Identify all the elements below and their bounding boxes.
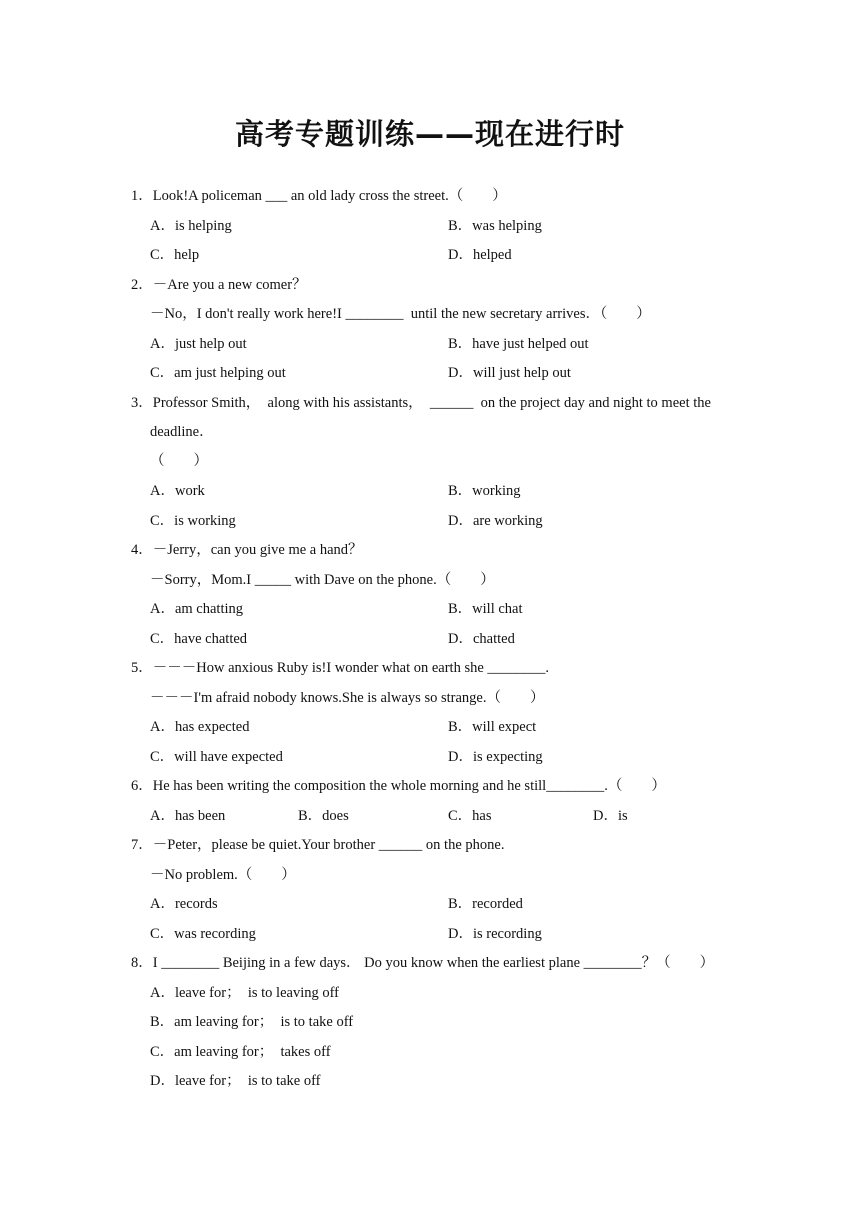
question-5-option-c: C．will have expected (150, 749, 283, 765)
question-3-option-a: A．work (150, 483, 205, 499)
question-5-stem: 5．－－－How anxious Ruby is!I wonder what on earth she ________. (131, 660, 550, 676)
question-4-option-a: A．am chatting (150, 601, 244, 617)
question-2-option-d: D．will just help out (448, 365, 571, 381)
question-5-option-d: D．is expecting (448, 749, 543, 765)
page-title: 高考专题训练——现在进行时 (234, 117, 625, 151)
question-3-line2: deadline． (150, 424, 214, 440)
question-2-line2: －No，I don't really work here!I ________ until the new secretary arrives．（ ） (150, 306, 651, 322)
question-6-option-b: B．does (298, 808, 349, 824)
question-4-option-b: B．will chat (448, 601, 523, 617)
question-6-stem: 6．He has been writing the composition the whole morning and he still________.（ ） (131, 778, 666, 794)
question-8-option-a: A．leave for； is to leaving off (150, 985, 339, 1001)
question-3-stem: 3．Professor Smith， along with his assistants， ______ on the project day and night to meet the (131, 395, 711, 411)
question-5-option-a: A．has expected (150, 719, 250, 735)
question-8-stem: 8．I ________ Beijing in a few days． Do you know when the earliest plane ________？（ ） (131, 955, 715, 971)
question-5-line2: －－－I'm afraid nobody knows.She is always so strange.（ ） (150, 690, 545, 706)
question-2-stem: 2．－Are you a new comer？ (131, 277, 307, 293)
question-1-stem: 1．Look!A policeman ___ an old lady cross the street.（ ） (131, 188, 507, 204)
question-1-option-a: A．is helping (150, 218, 232, 234)
question-1-option-c: C．help (150, 247, 200, 263)
question-7-option-c: C．was recording (150, 926, 256, 942)
question-4-line2: －Sorry，Mom.I _____ with Dave on the phone.（ ） (150, 572, 495, 588)
question-7-option-d: D．is recording (448, 926, 542, 942)
question-3-option-b: B．working (448, 483, 521, 499)
question-8-option-b: B．am leaving for； is to take off (150, 1014, 354, 1030)
question-3-option-d: D．are working (448, 513, 543, 529)
question-7-stem: 7．－Peter，please be quiet.Your brother ______ on the phone. (131, 837, 505, 853)
question-2-option-a: A．just help out (150, 336, 247, 352)
question-2-option-b: B．have just helped out (448, 336, 589, 352)
question-1-option-b: B．was helping (448, 218, 542, 234)
question-7-line2: －No problem.（ ） (150, 867, 296, 883)
question-3-option-c: C．is working (150, 513, 236, 529)
question-3-line3: （ ） (150, 453, 208, 469)
question-8-option-d: D．leave for； is to take off (150, 1073, 321, 1089)
question-6-option-c: C．has (448, 808, 492, 824)
question-6-option-d: D．is (593, 808, 628, 824)
question-7-option-a: A．records (150, 896, 218, 912)
question-1-option-d: D．helped (448, 247, 512, 263)
question-5-option-b: B．will expect (448, 719, 537, 735)
question-8-option-c: C．am leaving for； takes off (150, 1044, 331, 1060)
question-4-option-c: C．have chatted (150, 631, 248, 647)
question-4-stem: 4．－Jerry，can you give me a hand？ (131, 542, 363, 558)
question-6-option-a: A．has been (150, 808, 226, 824)
question-4-option-d: D．chatted (448, 631, 515, 647)
question-7-option-b: B．recorded (448, 896, 523, 912)
question-2-option-c: C．am just helping out (150, 365, 286, 381)
